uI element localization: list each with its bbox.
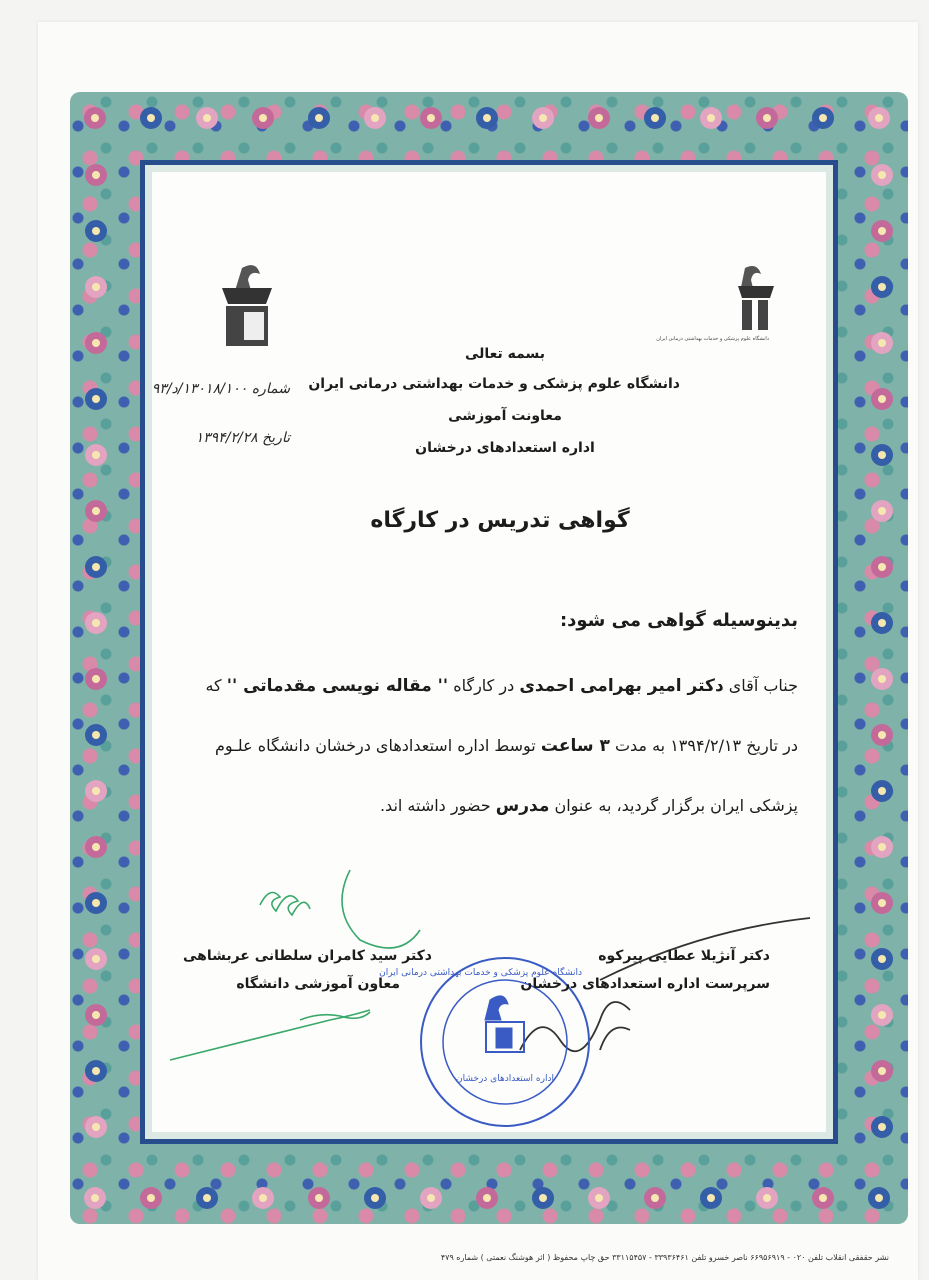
basmala: بسمه تعالی [464,346,546,362]
role: مدرس [495,796,550,816]
left-signatory-title: معاون آموزشی دانشگاه [236,976,400,992]
body-text: در کارگاه [453,676,515,695]
body-text: پزشکی ایران برگزار گردید، به عنوان [554,796,798,815]
certificate-title: گواهی تدریس در کارگاه [370,508,630,533]
stamp-bottom-text: اداره استعدادهای درخشان [456,1074,554,1084]
right-signatory-name: دکتر آنژیلا عطایی پیرکوه [598,948,770,964]
left-signature [170,870,420,1060]
left-signatory-name: دکتر سید کامران سلطانی عربشاهی [182,948,432,964]
intro-line: بدینوسیله گواهی می شود: [559,610,798,631]
body-text: جناب آقای [728,676,798,695]
body-text: در تاریخ ۱۳۹۴/۲/۱۳ به مدت [614,736,798,755]
stamp-ring-text: دانشگاه علوم پزشکی و خدمات بهداشتی درمانی ایران [379,968,582,978]
printer-footer: نشر حقفقی انقلاب تلفن ۰۲۰ - ۶۶۹۵۶۹۱۹ ناصر خسرو تلفن ۳۳۹۳۶۴۶۱ - ۳۳۱۱۵۴۵۷ حق چاپ محفوظ ( اثر هوشنگ نعمتی ) شماره ۴۷۹ [440,1253,889,1262]
recipient-name: دکتر امیر بهرامی احمدی [519,676,724,696]
deputy-name: معاونت آموزشی [448,408,562,424]
body-text: توسط اداره استعدادهای درخشان دانشگاه علـوم [214,736,536,755]
workshop-name: '' مقاله نویسی مقدماتی '' [226,676,449,696]
body-text: حضور داشته اند. [379,796,491,815]
office-name: اداره استعدادهای درخشان [415,440,595,456]
letter-number: شماره ۱۳۰۱۸/۱۰۰/د/۹۳ [151,381,290,397]
duration: ۳ ساعت [540,736,610,756]
letter-date: تاریخ ۱۳۹۴/۲/۲۸ [195,430,290,446]
right-signatory-title: سرپرست اداره استعدادهای درخشان [520,976,770,992]
university-name: دانشگاه علوم پزشکی و خدمات بهداشتی درمانی ایران [308,376,680,392]
right-logo-caption: دانشگاه علوم پزشکی و خدمات بهداشتی درمانی ایران [656,336,769,342]
body-text: که [205,676,222,695]
